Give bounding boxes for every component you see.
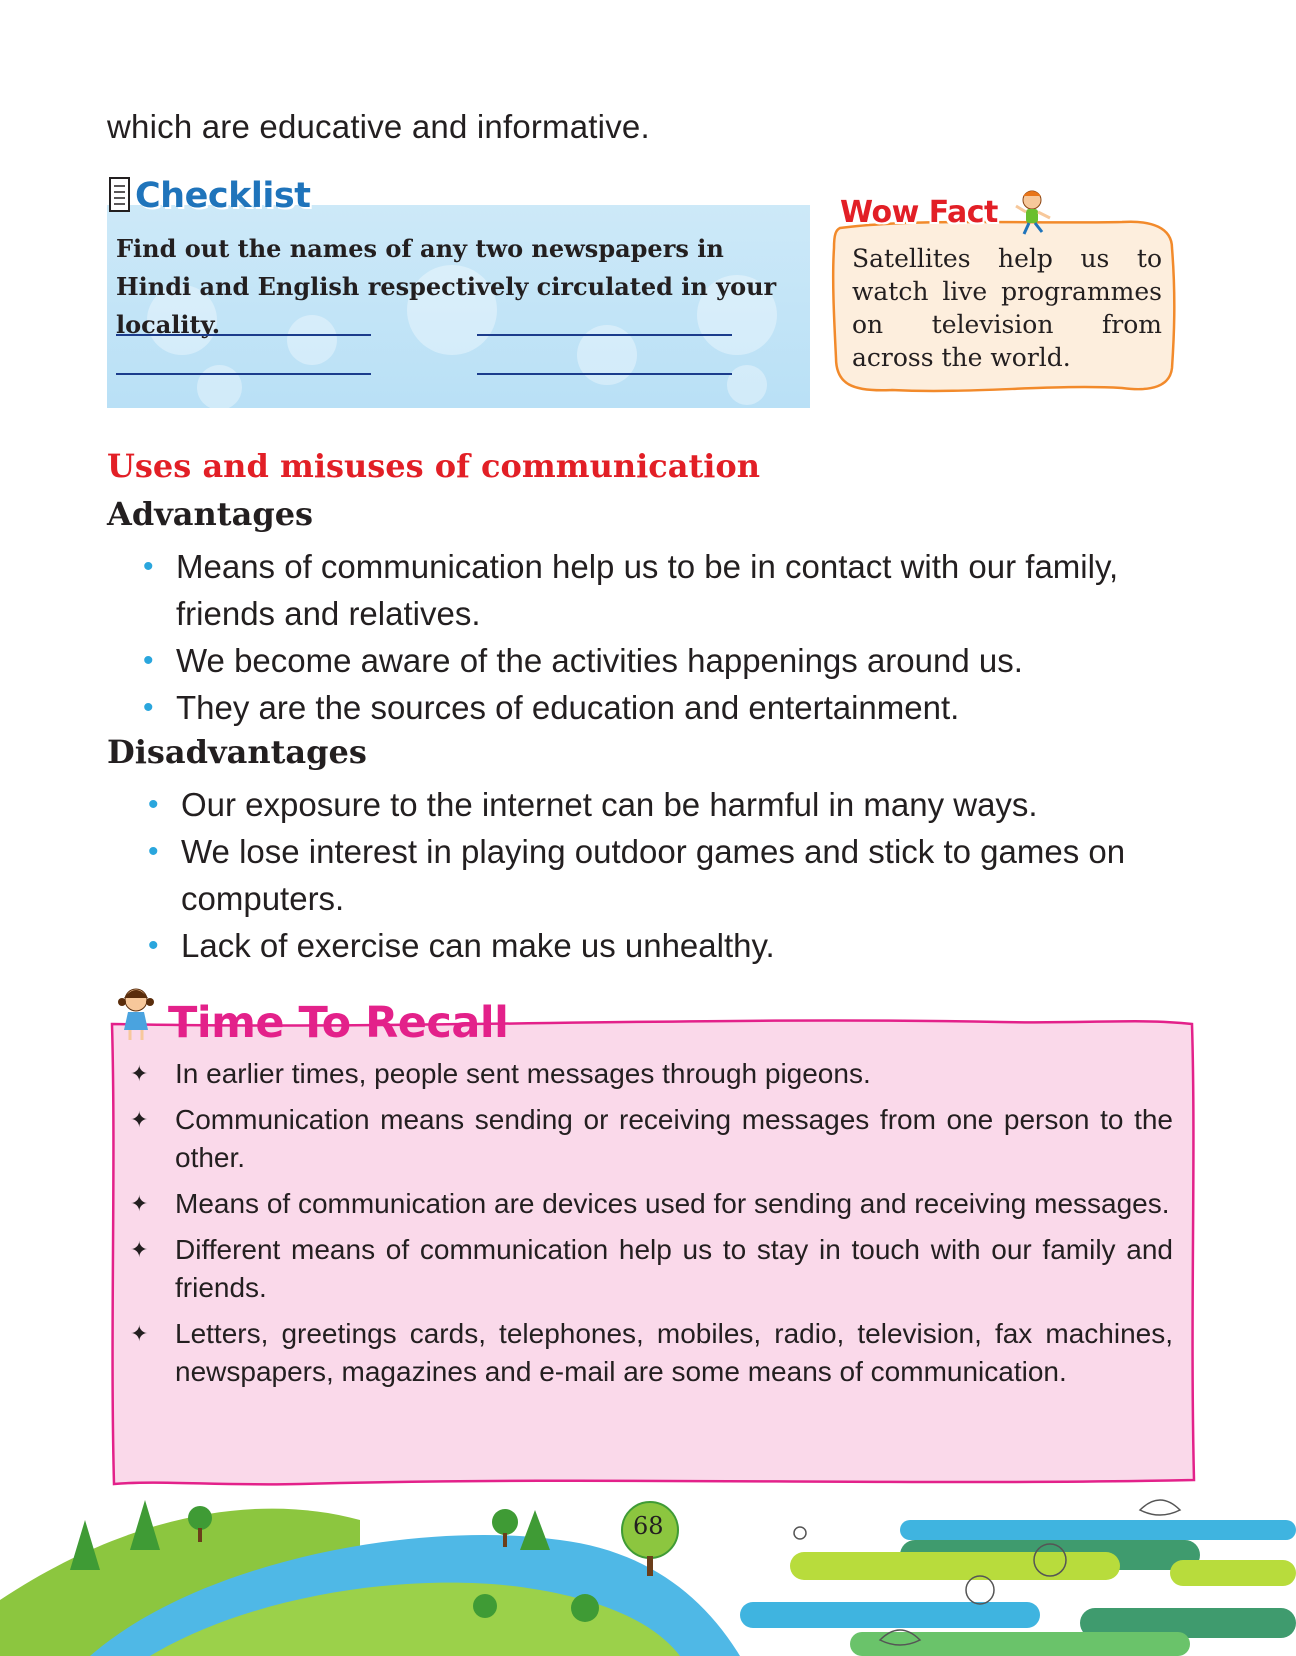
disadvantages-heading: Disadvantages xyxy=(107,733,367,771)
list-item: • Lack of exercise can make us unhealthy. xyxy=(148,927,775,964)
list-item: ✦ Letters, greetings cards, telephones, mobiles, radio, television, fax machines, newspapers, magazines and e-mail are some means of communication. xyxy=(130,1315,1173,1391)
section-title: Uses and misuses of communication xyxy=(107,447,761,485)
disadvantages-list xyxy=(145,781,1195,969)
intro-text: which are educative and informative. xyxy=(107,108,650,145)
list-item: • They are the sources of education and entertainment. xyxy=(143,689,960,726)
advantages-list xyxy=(140,543,1190,731)
star-bullet-icon: ✦ xyxy=(130,1061,149,1086)
list-item: ✦ Communication means sending or receiving messages from one person to the other. xyxy=(130,1101,1173,1177)
recall-list xyxy=(130,1055,1173,1399)
answer-blank[interactable] xyxy=(477,373,732,375)
answer-blank[interactable] xyxy=(116,373,371,375)
list-item: ✦ In earlier times, people sent messages through pigeons. xyxy=(130,1055,1173,1093)
star-bullet-icon: ✦ xyxy=(130,1237,149,1262)
list-item: • Means of communication help us to be in contact with our family, friends and relatives. xyxy=(143,548,1119,632)
girl-mascot-icon xyxy=(110,984,162,1042)
list-item: ✦ Means of communication are devices used for sending and receiving messages. xyxy=(130,1185,1173,1223)
checklist-text: Find out the names of any two newspapers in Hindi and English respectively circulated in your locality. xyxy=(116,234,777,339)
wow-fact-text: Satellites help us to watch live programmes on television from across the world. xyxy=(852,244,1162,372)
wow-fact-title: Wow Fact xyxy=(840,195,998,230)
eco-stripes-illustration xyxy=(740,1490,1296,1656)
page-number: 68 xyxy=(633,1512,664,1540)
list-item: ✦ Different means of communication help us to stay in touch with our family and friends. xyxy=(130,1231,1173,1307)
list-item: • We become aware of the activities happenings around us. xyxy=(143,642,1023,679)
recall-title: Time To Recall xyxy=(168,998,509,1048)
boy-mascot-icon xyxy=(1010,188,1056,236)
star-bullet-icon: ✦ xyxy=(130,1107,149,1132)
notepad-icon xyxy=(107,174,133,214)
advantages-heading: Advantages xyxy=(107,495,314,533)
star-bullet-icon: ✦ xyxy=(130,1321,149,1346)
answer-blank[interactable] xyxy=(116,334,371,336)
answer-blank[interactable] xyxy=(477,334,732,336)
checklist-title: Checklist xyxy=(135,176,311,216)
list-item: • Our exposure to the internet can be harmful in many ways. xyxy=(148,786,1038,823)
list-item: • We lose interest in playing outdoor games and stick to games on computers. xyxy=(148,833,1126,917)
star-bullet-icon: ✦ xyxy=(130,1191,149,1216)
